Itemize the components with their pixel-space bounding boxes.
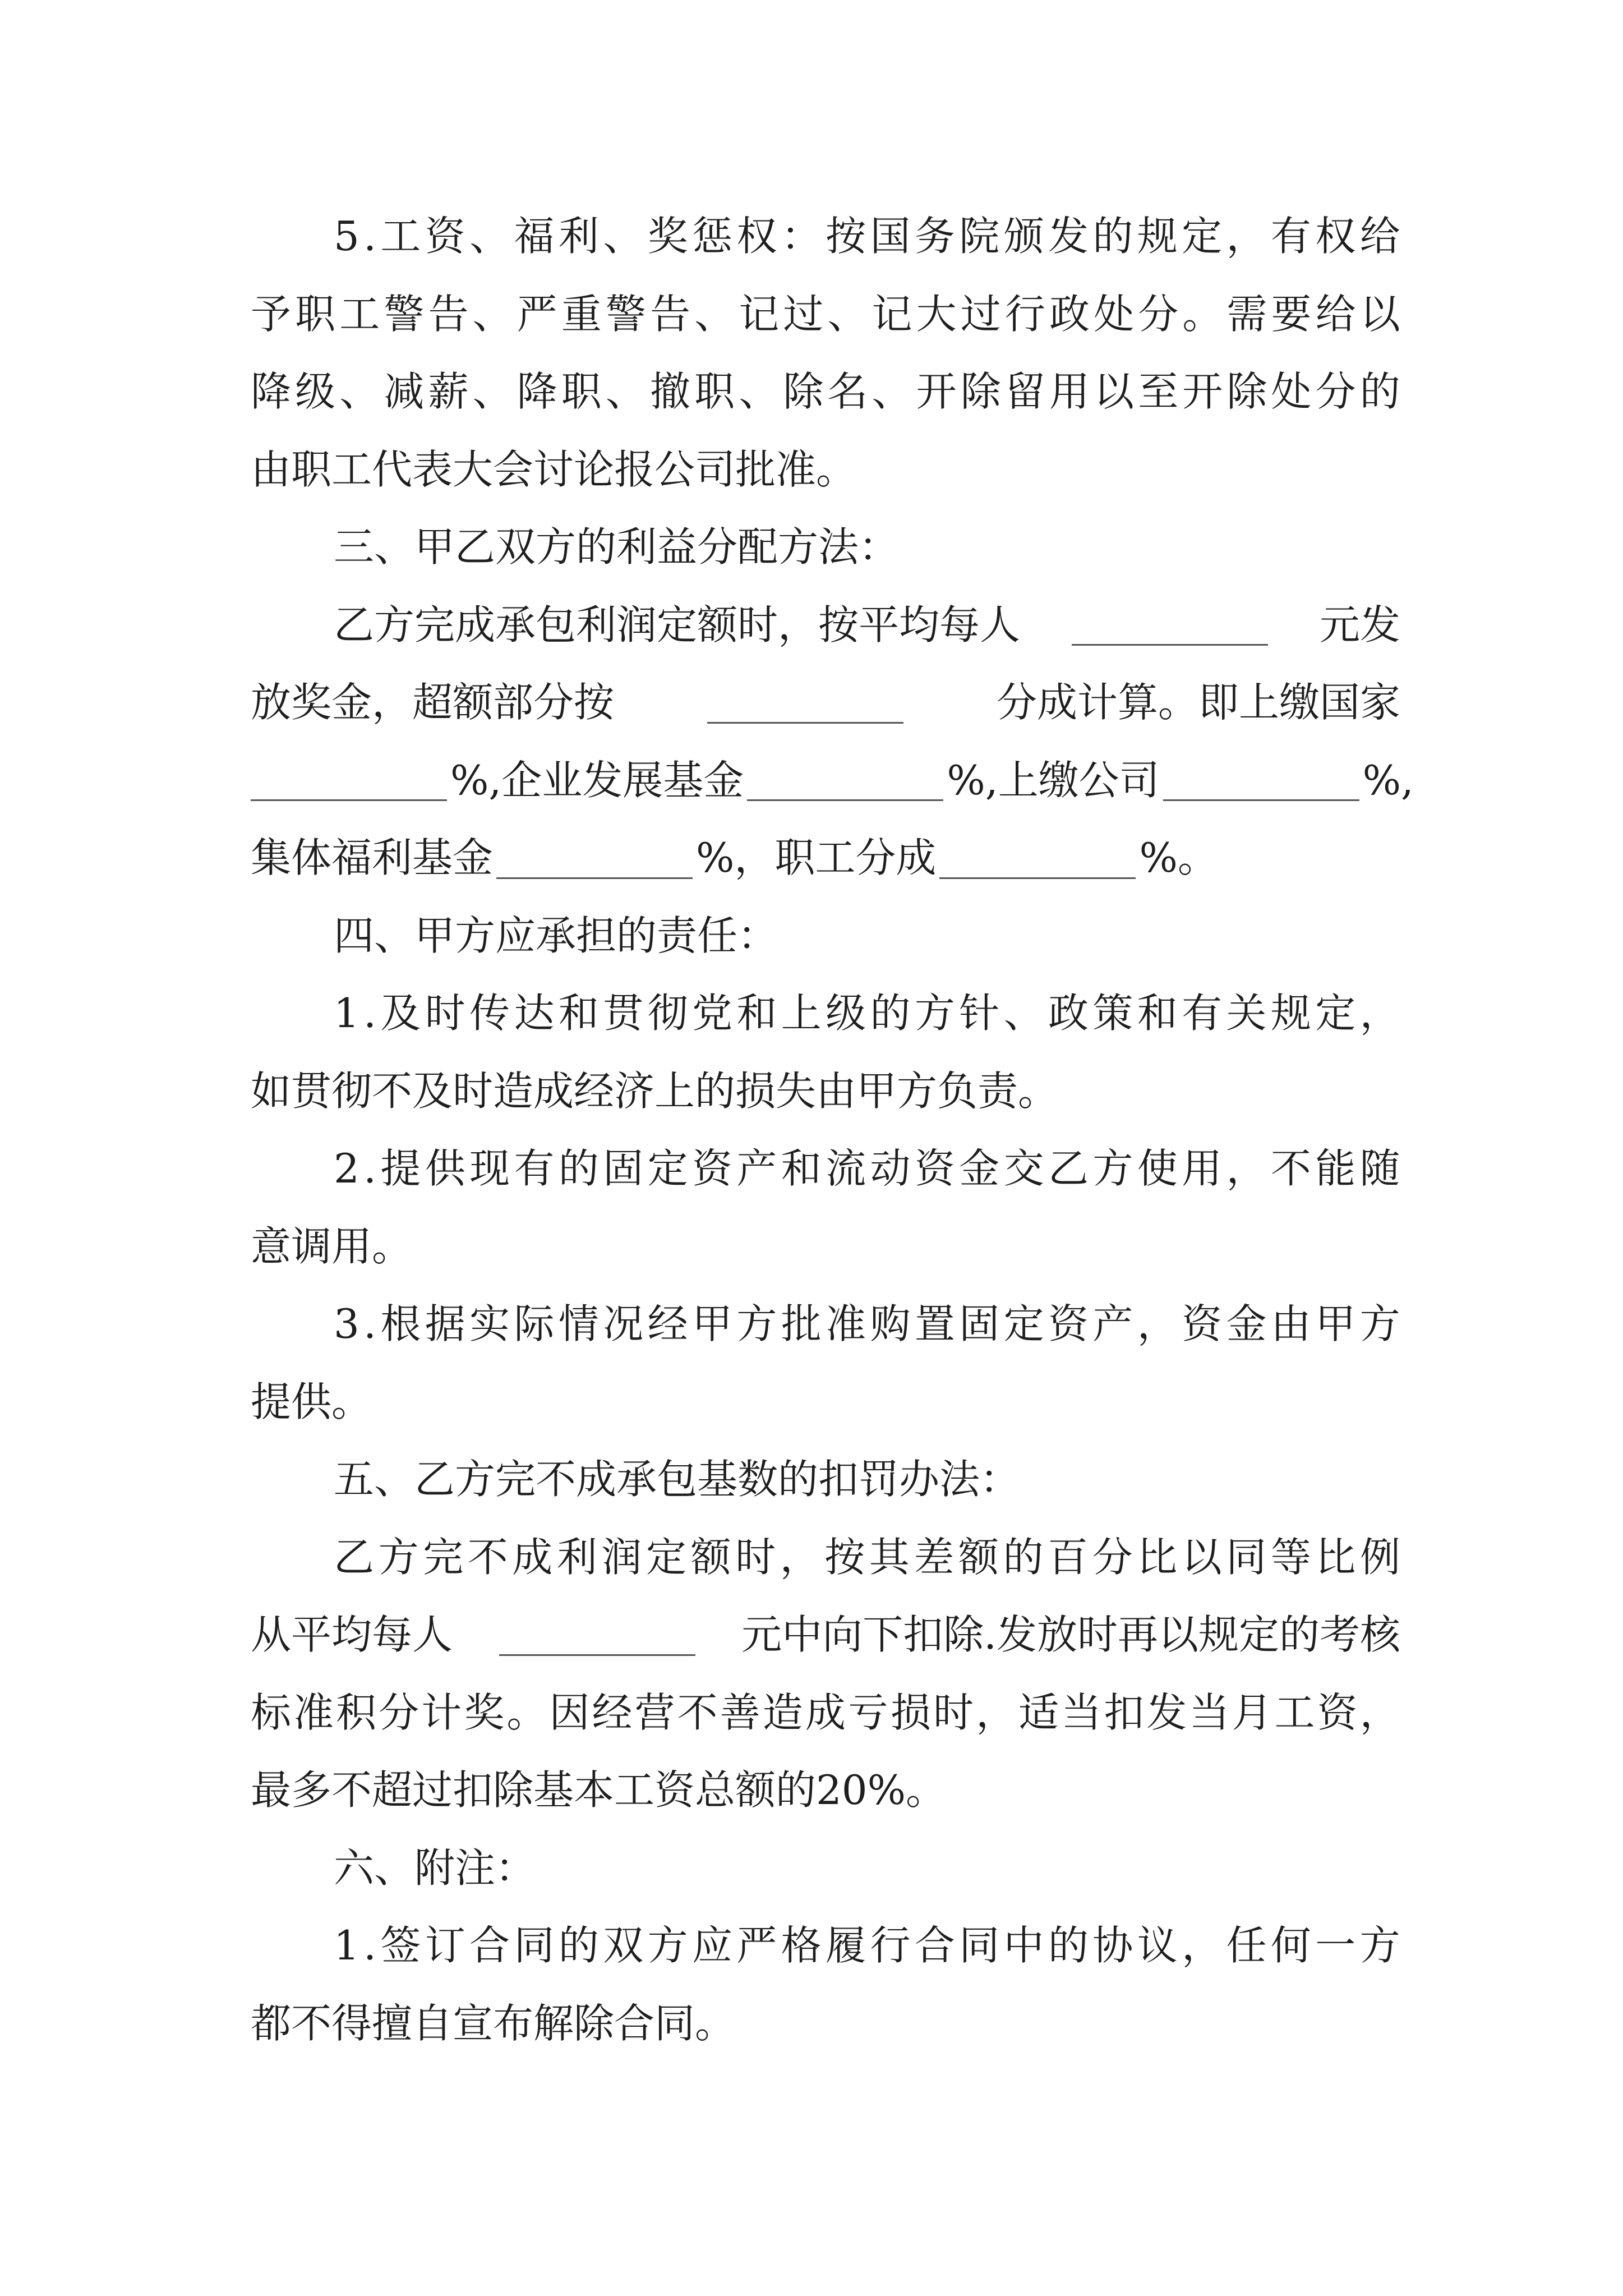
line-text: 元中向下扣除.发放时再以规定的考核 [741, 1611, 1400, 1658]
fill-in-blank[interactable] [939, 837, 1136, 879]
line-text: 5 . 工 资 、 福 利 、 奖 惩 权 ： 按 国 务 院 颁 发 的 规 定 ， 有 权 给 [334, 213, 1400, 260]
fill-in-blank[interactable] [1163, 759, 1359, 801]
section-heading [251, 508, 1400, 586]
line-text: %, [1362, 756, 1414, 804]
line-text: 意调用。 [251, 1222, 413, 1270]
fill-in-blank[interactable] [747, 759, 943, 801]
paragraph-line [251, 1596, 1400, 1674]
line-text: 元发 [1319, 601, 1400, 648]
paragraph-line [251, 819, 1400, 897]
line-text: 如贯彻不及时造成经济上的损失由甲方负责。 [251, 1067, 1059, 1115]
line-text: 乙方完成承包利润定额时，按平均每人 [334, 601, 1021, 648]
paragraph-line [251, 353, 1400, 431]
fill-in-blank[interactable] [496, 837, 693, 879]
line-text: %,企业发展基金 [450, 756, 744, 804]
section-heading [251, 1829, 1400, 1907]
section-heading-text: 三、甲乙双方的利益分配方法： [334, 523, 900, 570]
paragraph-line [251, 275, 1400, 353]
line-text: 从平均每人 [251, 1611, 453, 1658]
line-text: 标 准 积 分 计 奖 。 因 经 营 不 善 造 成 亏 损 时 ， 适 当 扣 发 当 月 工 资 ， [251, 1688, 1400, 1736]
paragraph-line [251, 1285, 1400, 1363]
paragraph-line [251, 1519, 1400, 1596]
line-text: 降 级 、 减 薪 、 降 职 、 撤 职 、 除 名 、 开 除 留 用 以 至 开 除 处 分 的 [251, 368, 1400, 415]
paragraph-line [251, 742, 1414, 820]
paragraph-line [251, 664, 1400, 742]
fill-in-blank[interactable] [1072, 604, 1268, 646]
section-heading-text: 五、乙方完不成承包基数的扣罚办法： [334, 1456, 1021, 1503]
fill-in-blank[interactable] [707, 682, 903, 724]
paragraph-line [251, 1985, 1400, 2063]
paragraph-line [251, 1751, 1400, 1829]
paragraph-line [251, 1208, 1400, 1286]
line-text: %,上缴公司 [947, 756, 1160, 804]
line-text: %。 [1139, 834, 1218, 881]
line-text: 1 . 签 订 合 同 的 双 方 应 严 格 履 行 合 同 中 的 协 议 ， 任 何 一 方 [334, 1922, 1400, 1969]
line-text: 1 . 及 时 传 达 和 贯 彻 党 和 上 级 的 方 针 、 政 策 和 有 关 规 定 ， [334, 990, 1400, 1037]
paragraph-line [251, 197, 1400, 275]
fill-in-blank[interactable] [251, 759, 447, 801]
paragraph-line [251, 1907, 1400, 1985]
line-text: 乙 方 完 不 成 利 润 定 额 时 ， 按 其 差 额 的 百 分 比 以 同 等 比 例 [334, 1533, 1400, 1581]
section-heading [251, 1441, 1400, 1519]
line-text: 2 . 提 供 现 有 的 固 定 资 产 和 流 动 资 金 交 乙 方 使 用 ， 不 能 随 [334, 1145, 1400, 1192]
paragraph-line [251, 586, 1400, 664]
line-text: 放奖金，超额部分按 [251, 679, 615, 726]
section-heading-text: 六、附注： [334, 1844, 536, 1892]
document-body [251, 197, 1414, 2062]
paragraph-line [251, 974, 1400, 1052]
fill-in-blank[interactable] [499, 1614, 695, 1656]
line-text: 最多不超过扣除基本工资总额的20%。 [251, 1766, 947, 1814]
line-text: 3 . 根 据 实 际 情 况 经 甲 方 批 准 购 置 固 定 资 产 ， 资 金 由 甲 方 [334, 1300, 1400, 1347]
section-heading [251, 897, 1400, 975]
paragraph-line [251, 1363, 1400, 1441]
line-text: 集体福利基金 [251, 834, 494, 881]
line-text: 分成计算。即上缴国家 [996, 679, 1400, 726]
paragraph-line [251, 1674, 1400, 1752]
line-text: 予 职 工 警 告 、 严 重 警 告 、 记 过 、 记 大 过 行 政 处 分 。 需 要 给 以 [251, 290, 1400, 338]
paragraph-line [251, 431, 1400, 509]
line-text: 都不得擅自宣布解除合同。 [251, 1999, 736, 2047]
line-text: 由职工代表大会讨论报公司批准。 [251, 445, 857, 493]
paragraph-line [251, 1130, 1400, 1208]
section-heading-text: 四、甲方应承担的责任： [334, 912, 778, 959]
line-text: 提供。 [251, 1378, 372, 1425]
paragraph-line [251, 1052, 1400, 1130]
line-text: %，职工分成 [696, 834, 937, 881]
